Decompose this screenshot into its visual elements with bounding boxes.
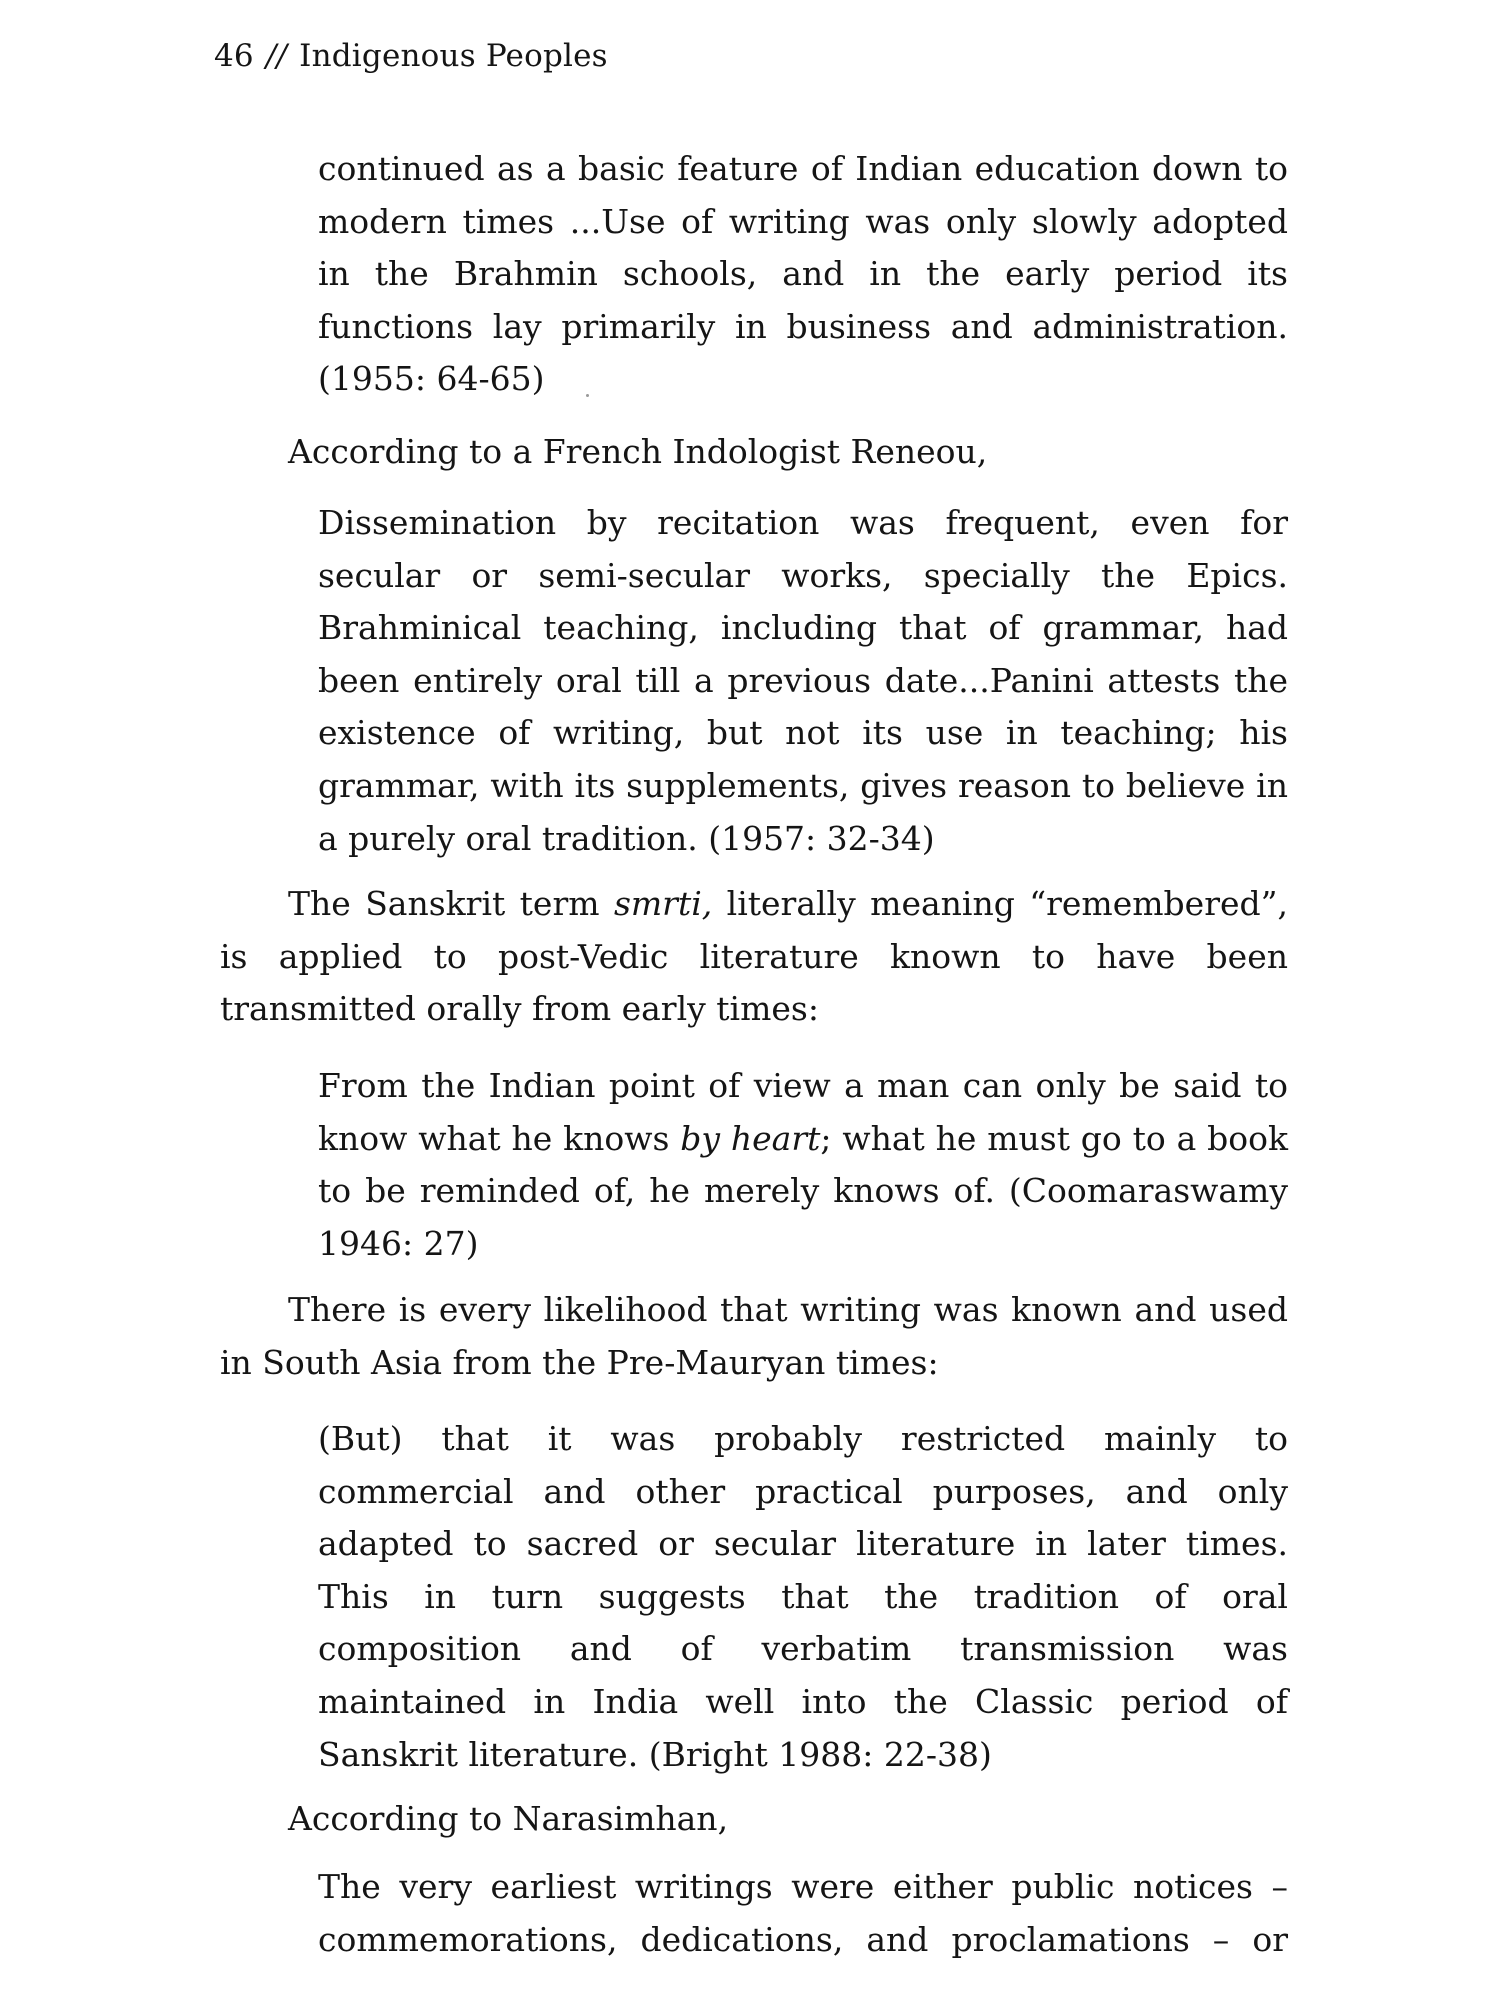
running-header	[214, 36, 608, 76]
page-number: 46	[214, 38, 254, 74]
quote-3-after: ; what he must go to a book to be reminded of, he merely knows of. (Coomaraswamy 1946: 27)	[318, 1118, 1288, 1263]
body-1-after: literally meaning “remembered”, is applied to post-Vedic literature known to have been transmitted orally from early times:	[220, 884, 1288, 1029]
body-paragraph-writing: There is every likelihood that writing was known and used in South Asia from the Pre-Mauryan times:	[220, 1290, 1288, 1382]
block-quote-4: (But) that it was probably restricted mainly to commercial and other practical purposes, and only adapted to sacred or secular literature in later times. This in turn suggests that the tradition of oral composition and of verbatim transmission was maintained in India well into the Classic period of Sanskrit literature. (Bright 1988: 22-38)	[318, 1419, 1288, 1774]
block-quote-5: The very earliest writings were either public notices – commemorations, dedications, and proclamations – or	[318, 1867, 1288, 1959]
lead-in-reneou: According to a French Indologist Reneou,	[288, 432, 988, 471]
quote-3-before: From the Indian point of view a man can only be said to know what he knows	[318, 1066, 1288, 1158]
lead-in-narasimhan: According to Narasimhan,	[288, 1799, 729, 1838]
phrase-by-heart: by heart	[680, 1118, 821, 1158]
header-separator: //	[265, 38, 288, 74]
block-quote-2: Dissemination by recitation was frequent, even for secular or semi-secular works, specially the Epics. Brahminical teaching, including that of grammar, had been entirely oral till a previous date...Panini attests the existence of writing, but not its use in teaching; his grammar, with its supplements, gives reason to believe in a purely oral tradition. (1957: 32-34)	[318, 503, 1288, 858]
running-title: Indigenous Peoples	[299, 38, 608, 74]
body-1-before: The Sanskrit term	[288, 884, 614, 923]
print-speck	[586, 394, 589, 397]
block-quote-1: continued as a basic feature of Indian education down to modern times ...Use of writing was only slowly adopted in the Brahmin schools, and in the early period its functions lay primarily in business and administration. (1955: 64-65)	[318, 149, 1288, 399]
body-paragraph-smrti	[220, 878, 1288, 1036]
block-quote-3	[318, 1060, 1288, 1270]
term-smrti: smrti,	[613, 884, 713, 923]
